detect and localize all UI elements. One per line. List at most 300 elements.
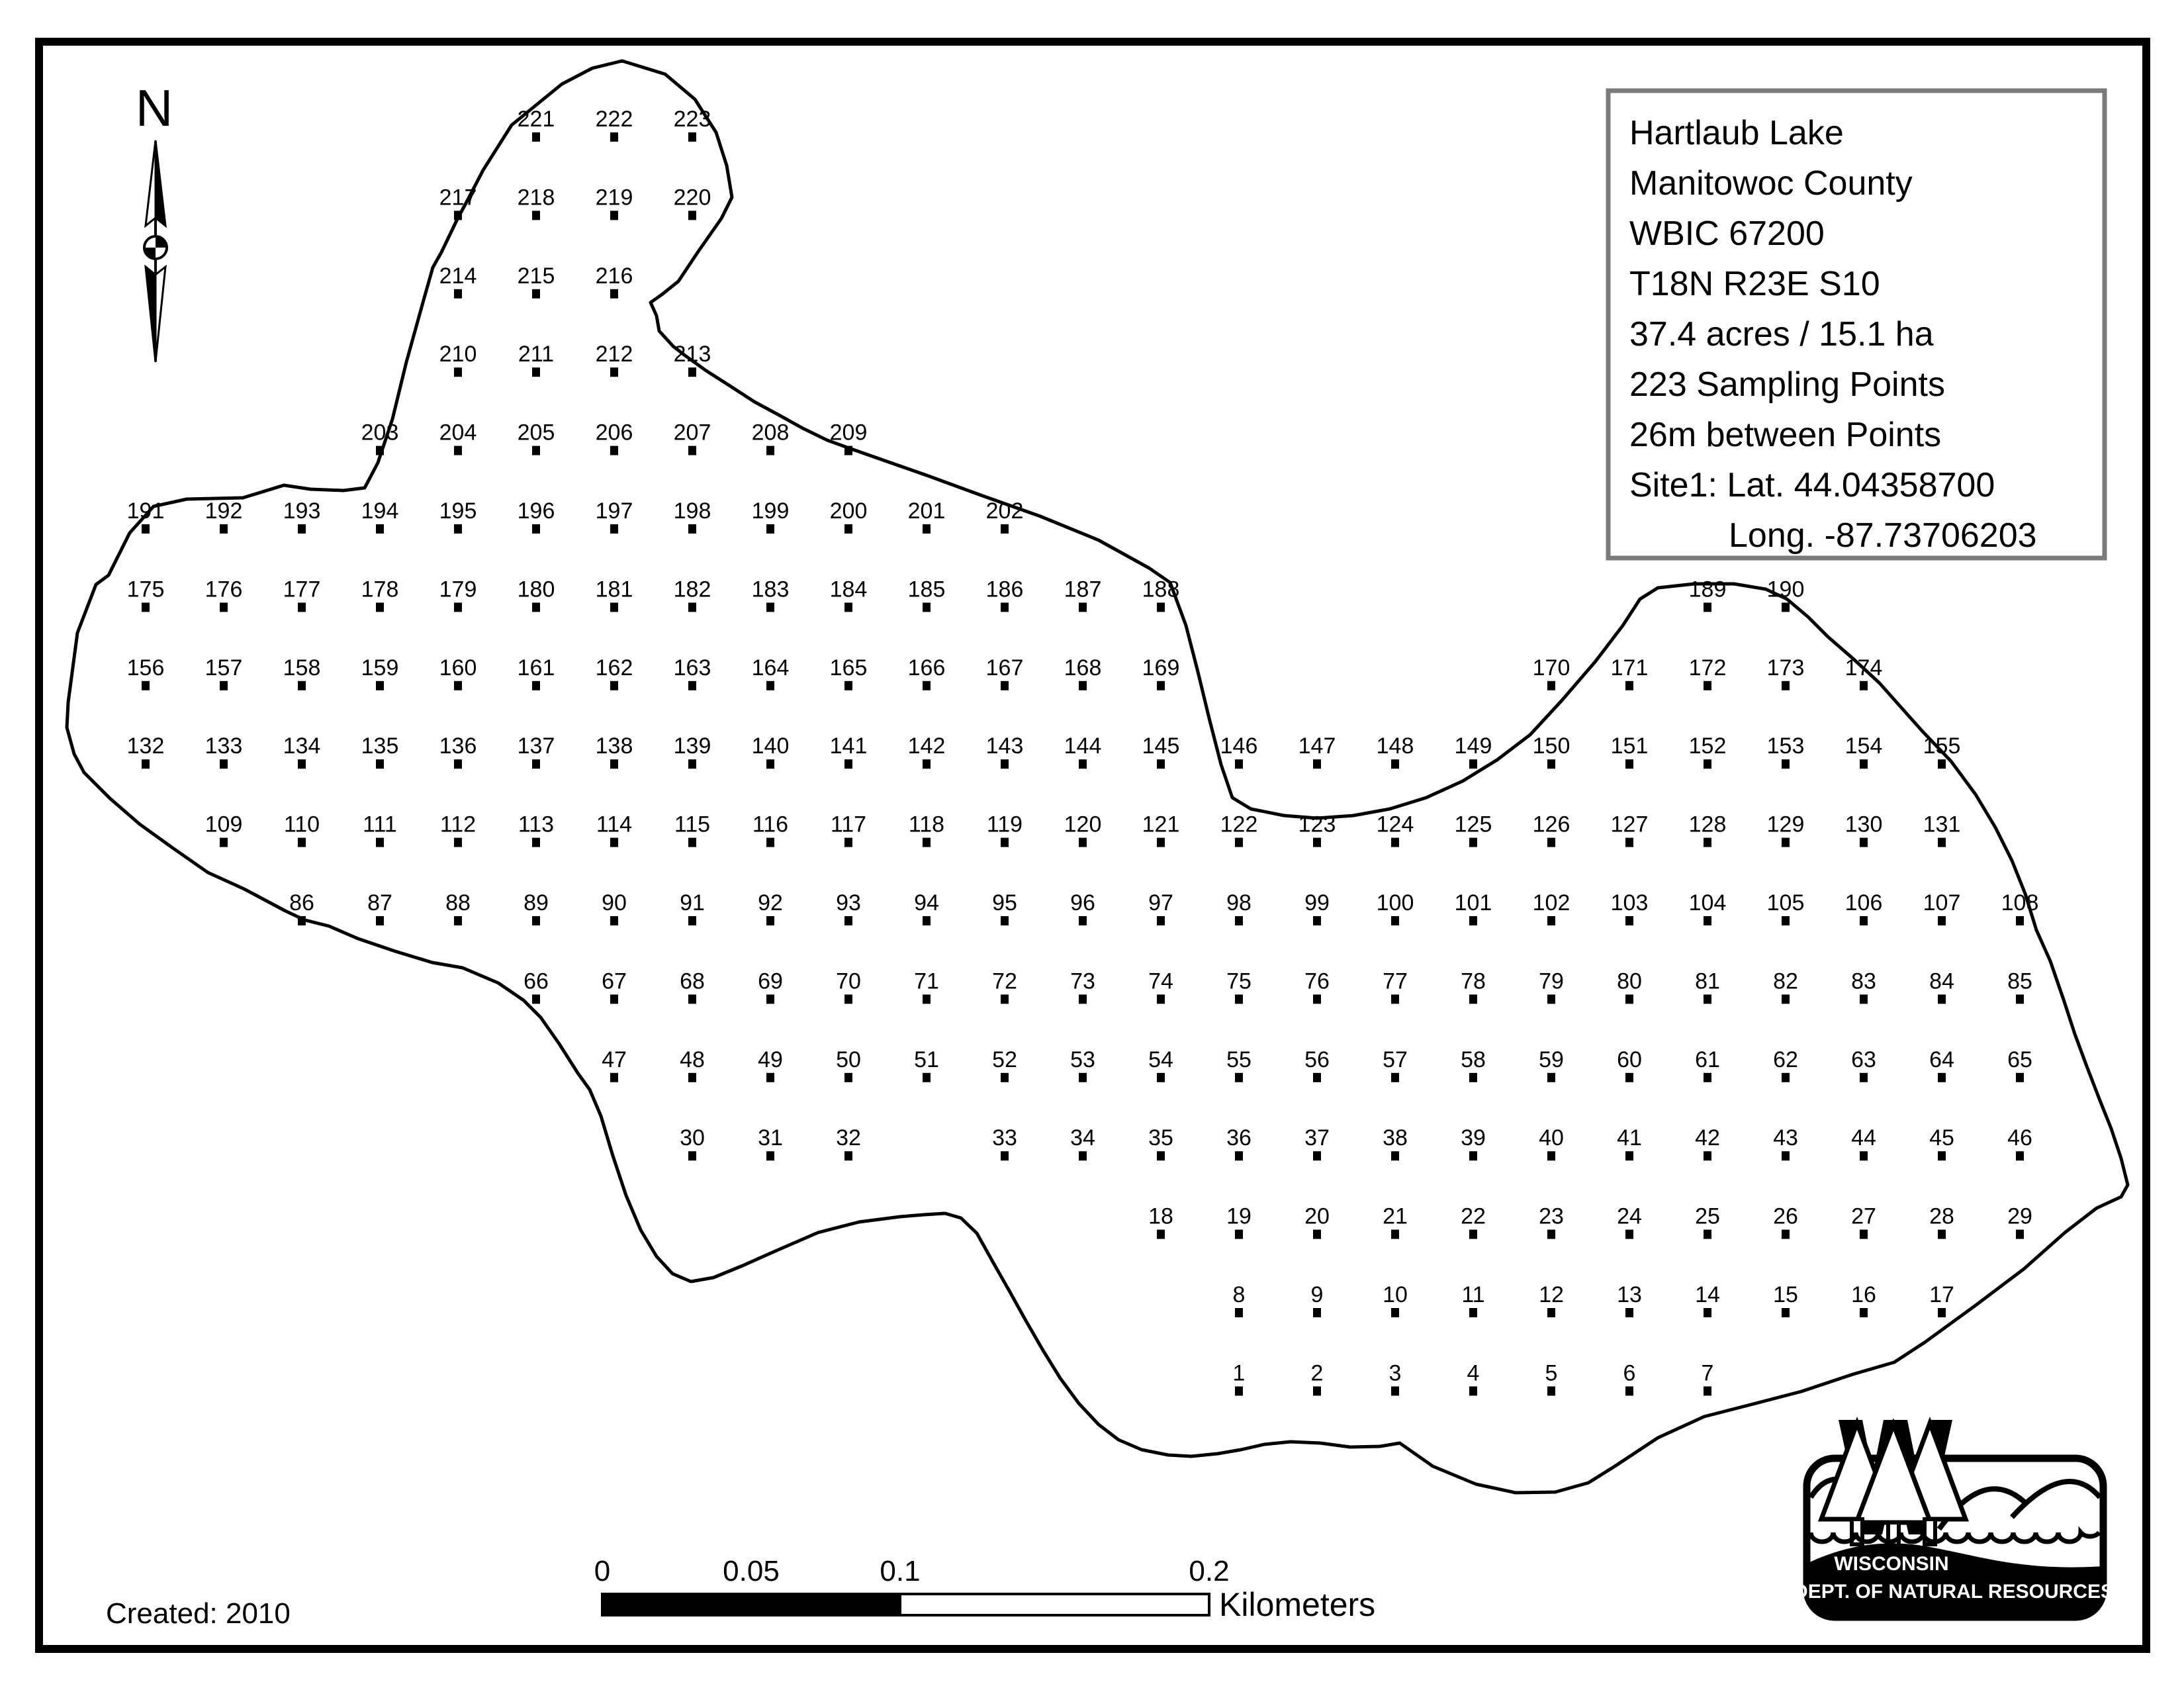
point-marker xyxy=(1079,1073,1087,1082)
point-marker xyxy=(2016,1230,2024,1239)
point-label: 182 xyxy=(673,577,711,602)
point-marker xyxy=(1704,1151,1711,1160)
point-label: 27 xyxy=(1851,1203,1876,1229)
point-label: 52 xyxy=(992,1047,1017,1072)
point-marker xyxy=(1860,838,1868,847)
point-marker xyxy=(532,289,540,299)
point-marker xyxy=(1547,1308,1555,1317)
dnr-logo xyxy=(1794,1420,2114,1617)
point-label: 211 xyxy=(518,342,555,367)
point-label: 170 xyxy=(1532,655,1570,680)
sampling-point-148 xyxy=(1377,733,1414,769)
point-label: 193 xyxy=(283,498,321,524)
point-label: 134 xyxy=(283,733,321,759)
point-label: 200 xyxy=(829,498,868,524)
point-marker xyxy=(220,759,228,769)
point-label: 26 xyxy=(1773,1203,1798,1229)
point-label: 36 xyxy=(1226,1125,1251,1151)
north-arrow-head-right xyxy=(156,140,165,226)
point-label: 75 xyxy=(1226,968,1251,994)
point-label: 139 xyxy=(673,733,711,759)
point-label: 189 xyxy=(1688,577,1727,602)
point-label: 70 xyxy=(836,968,861,994)
point-marker xyxy=(1625,1386,1633,1395)
point-label: 58 xyxy=(1461,1047,1486,1072)
point-label: 83 xyxy=(1851,968,1876,994)
point-marker xyxy=(1704,681,1711,690)
point-label: 160 xyxy=(439,655,477,680)
point-marker xyxy=(1704,1386,1711,1395)
info-line-lake-name: Hartlaub Lake xyxy=(1629,114,1844,152)
point-label: 2 xyxy=(1310,1360,1324,1386)
point-label: 148 xyxy=(1376,733,1414,759)
point-marker xyxy=(1001,681,1009,690)
point-marker xyxy=(1625,681,1633,690)
point-marker xyxy=(1391,838,1399,847)
point-marker xyxy=(688,132,696,142)
info-box xyxy=(1608,91,2105,558)
info-line-area: 37.4 acres / 15.1 ha xyxy=(1629,315,1934,353)
point-label: 112 xyxy=(439,812,477,837)
point-label: 171 xyxy=(1610,655,1649,680)
point-label: 143 xyxy=(985,733,1024,759)
point-label: 156 xyxy=(126,655,165,680)
point-marker xyxy=(1625,838,1633,847)
point-marker xyxy=(454,759,462,769)
point-label: 13 xyxy=(1617,1282,1642,1307)
point-label: 71 xyxy=(914,968,939,994)
point-label: 188 xyxy=(1142,577,1180,602)
point-marker xyxy=(454,681,462,690)
point-label: 8 xyxy=(1232,1282,1246,1307)
point-marker xyxy=(454,446,462,455)
point-label: 45 xyxy=(1929,1125,1954,1151)
point-marker xyxy=(1860,759,1868,769)
point-label: 180 xyxy=(517,577,555,602)
point-label: 60 xyxy=(1617,1047,1642,1072)
point-label: 192 xyxy=(205,498,243,524)
created-label: Created: 2010 xyxy=(106,1597,291,1630)
point-marker xyxy=(532,211,540,220)
point-label: 123 xyxy=(1298,812,1336,837)
scale-unit-label: Kilometers xyxy=(1219,1586,1376,1623)
point-marker xyxy=(1938,916,1946,925)
point-marker xyxy=(1001,524,1009,534)
point-marker xyxy=(1704,759,1711,769)
point-marker xyxy=(844,759,852,769)
point-marker xyxy=(1157,1230,1165,1239)
point-label: 10 xyxy=(1383,1282,1408,1307)
point-marker xyxy=(376,446,384,455)
point-marker xyxy=(1313,1230,1321,1239)
point-marker xyxy=(1547,838,1555,847)
point-label: 3 xyxy=(1388,1360,1402,1386)
point-label: 105 xyxy=(1766,890,1805,915)
scale-tick-0: 0 xyxy=(594,1555,611,1587)
point-marker xyxy=(1625,916,1633,925)
point-marker xyxy=(923,1073,931,1082)
point-marker xyxy=(1860,1073,1868,1082)
point-label: 163 xyxy=(673,655,711,680)
point-marker xyxy=(298,602,306,612)
point-label: 95 xyxy=(992,890,1017,915)
point-label: 84 xyxy=(1929,968,1954,994)
point-label: 181 xyxy=(595,577,633,602)
point-label: 28 xyxy=(1929,1203,1954,1229)
point-label: 118 xyxy=(908,812,945,837)
point-label: 34 xyxy=(1070,1125,1095,1151)
point-marker xyxy=(923,681,931,690)
point-marker xyxy=(1001,759,1009,769)
point-label: 207 xyxy=(673,420,711,445)
point-label: 33 xyxy=(992,1125,1017,1151)
point-label: 32 xyxy=(836,1125,861,1151)
point-label: 59 xyxy=(1539,1047,1564,1072)
point-label: 108 xyxy=(2001,890,2039,915)
point-marker xyxy=(844,602,852,612)
point-marker xyxy=(923,759,931,769)
point-marker xyxy=(1157,1151,1165,1160)
point-marker xyxy=(688,446,696,455)
point-marker xyxy=(1782,1151,1790,1160)
point-label: 23 xyxy=(1539,1203,1564,1229)
point-marker xyxy=(1782,994,1790,1004)
point-marker xyxy=(1625,994,1633,1004)
point-marker xyxy=(454,289,462,299)
point-label: 130 xyxy=(1844,812,1883,837)
point-label: 206 xyxy=(595,420,633,445)
point-marker xyxy=(688,838,696,847)
point-marker xyxy=(688,994,696,1004)
point-marker xyxy=(1625,759,1633,769)
point-label: 102 xyxy=(1532,890,1570,915)
point-label: 190 xyxy=(1766,577,1805,602)
point-marker xyxy=(1391,1386,1399,1395)
point-label: 186 xyxy=(985,577,1024,602)
scale-tick-005: 0.05 xyxy=(723,1555,780,1587)
point-marker xyxy=(1860,994,1868,1004)
point-marker xyxy=(766,446,774,455)
point-marker xyxy=(142,681,150,690)
point-marker xyxy=(1157,1073,1165,1082)
point-marker xyxy=(610,994,618,1004)
point-label: 185 xyxy=(907,577,946,602)
point-label: 199 xyxy=(751,498,790,524)
point-label: 86 xyxy=(289,890,314,915)
point-label: 85 xyxy=(2007,968,2032,994)
point-marker xyxy=(610,524,618,534)
point-marker xyxy=(298,681,306,690)
point-marker xyxy=(1547,1230,1555,1239)
point-label: 50 xyxy=(836,1047,861,1072)
point-marker xyxy=(1704,602,1711,612)
point-label: 201 xyxy=(907,498,946,524)
point-label: 197 xyxy=(595,498,633,524)
point-label: 96 xyxy=(1070,890,1095,915)
point-label: 98 xyxy=(1226,890,1251,915)
point-marker xyxy=(1938,1308,1946,1317)
point-label: 128 xyxy=(1688,812,1727,837)
info-line-county: Manitowoc County xyxy=(1629,164,1913,203)
point-label: 48 xyxy=(680,1047,705,1072)
point-label: 90 xyxy=(602,890,627,915)
point-label: 43 xyxy=(1773,1125,1798,1151)
point-label: 106 xyxy=(1844,890,1883,915)
north-arrow-tail-left xyxy=(146,267,156,362)
point-marker xyxy=(1235,759,1243,769)
point-label: 203 xyxy=(361,420,399,445)
info-line-point-count: 223 Sampling Points xyxy=(1629,365,1945,404)
point-marker xyxy=(532,838,540,847)
point-label: 178 xyxy=(361,577,399,602)
point-marker xyxy=(1547,1151,1555,1160)
point-marker xyxy=(1079,838,1087,847)
point-label: 222 xyxy=(595,107,633,132)
point-marker xyxy=(532,681,540,690)
info-line-spacing: 26m between Points xyxy=(1629,416,1942,454)
point-marker xyxy=(376,838,384,847)
point-marker xyxy=(610,838,618,847)
point-marker xyxy=(1625,1073,1633,1082)
point-marker xyxy=(844,994,852,1004)
point-label: 38 xyxy=(1383,1125,1408,1151)
point-label: 109 xyxy=(205,812,243,837)
point-marker xyxy=(610,289,618,299)
point-label: 61 xyxy=(1695,1047,1720,1072)
point-label: 46 xyxy=(2007,1125,2032,1151)
point-marker xyxy=(1001,1151,1009,1160)
point-marker xyxy=(1860,1308,1868,1317)
point-label: 184 xyxy=(829,577,868,602)
point-marker xyxy=(1782,1308,1790,1317)
point-label: 41 xyxy=(1617,1125,1642,1151)
point-label: 74 xyxy=(1148,968,1173,994)
point-label: 29 xyxy=(2007,1203,2032,1229)
point-label: 11 xyxy=(1461,1282,1485,1307)
scale-tick-02: 0.2 xyxy=(1189,1555,1230,1587)
point-label: 62 xyxy=(1773,1047,1798,1072)
point-label: 4 xyxy=(1467,1360,1480,1386)
point-marker xyxy=(2016,1073,2024,1082)
point-label: 40 xyxy=(1539,1125,1564,1151)
point-marker xyxy=(454,602,462,612)
point-marker xyxy=(454,367,462,377)
point-marker xyxy=(1157,994,1165,1004)
point-label: 175 xyxy=(126,577,165,602)
point-marker xyxy=(1001,602,1009,612)
point-marker xyxy=(766,994,774,1004)
point-label: 158 xyxy=(283,655,321,680)
point-label: 115 xyxy=(674,812,711,837)
point-label: 54 xyxy=(1148,1047,1173,1072)
point-marker xyxy=(1313,916,1321,925)
point-marker xyxy=(1391,994,1399,1004)
point-marker xyxy=(1547,916,1555,925)
point-marker xyxy=(1782,916,1790,925)
point-marker xyxy=(688,681,696,690)
point-marker xyxy=(766,1151,774,1160)
point-label: 104 xyxy=(1688,890,1727,915)
point-marker xyxy=(1313,1386,1321,1395)
info-line-township: T18N R23E S10 xyxy=(1629,265,1880,303)
info-line-site1-long: Long. -87.73706203 xyxy=(1729,516,2037,555)
point-marker xyxy=(688,759,696,769)
point-marker xyxy=(1313,759,1321,769)
point-label: 12 xyxy=(1539,1282,1564,1307)
point-label: 73 xyxy=(1070,968,1095,994)
point-marker xyxy=(1782,602,1790,612)
point-marker xyxy=(610,211,618,220)
point-label: 159 xyxy=(361,655,399,680)
point-label: 137 xyxy=(517,733,555,759)
point-label: 157 xyxy=(205,655,243,680)
point-label: 195 xyxy=(439,498,477,524)
point-label: 183 xyxy=(751,577,790,602)
north-arrow-head-left xyxy=(146,140,156,226)
point-label: 216 xyxy=(595,263,633,289)
point-label: 31 xyxy=(758,1125,783,1151)
point-label: 204 xyxy=(439,420,477,445)
point-marker xyxy=(1938,1151,1946,1160)
sampling-point-147 xyxy=(1298,733,1336,769)
point-label: 77 xyxy=(1383,968,1408,994)
point-marker xyxy=(610,916,618,925)
point-marker xyxy=(2016,994,2024,1004)
point-label: 154 xyxy=(1844,733,1883,759)
point-label: 22 xyxy=(1461,1203,1486,1229)
point-label: 198 xyxy=(673,498,711,524)
point-label: 215 xyxy=(517,263,555,289)
point-marker xyxy=(454,916,462,925)
point-label: 196 xyxy=(517,498,555,524)
dnr-logo-text-dept: DEPT. OF NATURAL RESOURCES xyxy=(1794,1581,2114,1603)
point-marker xyxy=(1704,1308,1711,1317)
point-marker xyxy=(1782,759,1790,769)
north-label: N xyxy=(135,79,173,137)
point-marker xyxy=(1704,1073,1711,1082)
point-label: 97 xyxy=(1148,890,1173,915)
point-label: 167 xyxy=(985,655,1024,680)
point-marker xyxy=(1079,602,1087,612)
point-marker xyxy=(1704,994,1711,1004)
point-marker xyxy=(1625,1308,1633,1317)
point-label: 161 xyxy=(517,655,555,680)
point-label: 82 xyxy=(1773,968,1798,994)
point-marker xyxy=(1079,1151,1087,1160)
point-label: 103 xyxy=(1610,890,1649,915)
point-label: 117 xyxy=(830,812,867,837)
point-label: 67 xyxy=(602,968,627,994)
point-marker xyxy=(923,602,931,612)
point-marker xyxy=(610,759,618,769)
point-marker xyxy=(376,916,384,925)
point-label: 19 xyxy=(1226,1203,1251,1229)
point-label: 152 xyxy=(1688,733,1727,759)
point-label: 51 xyxy=(914,1047,939,1072)
point-label: 6 xyxy=(1623,1360,1636,1386)
info-line-wbic: WBIC 67200 xyxy=(1629,214,1825,253)
point-label: 121 xyxy=(1142,812,1180,837)
point-label: 153 xyxy=(1766,733,1805,759)
point-label: 72 xyxy=(992,968,1017,994)
point-label: 122 xyxy=(1220,812,1258,837)
point-label: 69 xyxy=(758,968,783,994)
point-label: 114 xyxy=(596,812,633,837)
point-label: 147 xyxy=(1298,733,1336,759)
point-marker xyxy=(766,1073,774,1082)
point-label: 107 xyxy=(1923,890,1961,915)
point-marker xyxy=(1235,1308,1243,1317)
point-label: 89 xyxy=(523,890,549,915)
point-label: 1 xyxy=(1232,1360,1246,1386)
point-marker xyxy=(532,759,540,769)
point-marker xyxy=(1079,994,1087,1004)
point-marker xyxy=(610,681,618,690)
point-label: 87 xyxy=(367,890,392,915)
point-marker xyxy=(1079,916,1087,925)
point-label: 120 xyxy=(1064,812,1102,837)
north-arrow-circle-sw-quadrant xyxy=(144,248,156,259)
sampling-point-146 xyxy=(1220,733,1258,769)
point-label: 30 xyxy=(680,1125,705,1151)
point-marker xyxy=(532,132,540,142)
point-marker xyxy=(142,602,150,612)
point-label: 15 xyxy=(1773,1282,1798,1307)
point-marker xyxy=(1938,994,1946,1004)
point-label: 173 xyxy=(1766,655,1805,680)
point-marker xyxy=(376,681,384,690)
point-label: 21 xyxy=(1383,1203,1408,1229)
point-label: 174 xyxy=(1844,655,1883,680)
point-marker xyxy=(142,759,150,769)
point-label: 64 xyxy=(1929,1047,1954,1072)
point-marker xyxy=(1860,1230,1868,1239)
point-marker xyxy=(1235,838,1243,847)
point-marker xyxy=(1860,681,1868,690)
point-marker xyxy=(1235,994,1243,1004)
point-label: 57 xyxy=(1383,1047,1408,1072)
point-marker xyxy=(1157,602,1165,612)
point-marker xyxy=(688,1073,696,1082)
point-marker xyxy=(1625,1151,1633,1160)
point-label: 66 xyxy=(523,968,549,994)
point-label: 53 xyxy=(1070,1047,1095,1072)
scale-bar-black-segment xyxy=(602,1594,900,1615)
point-marker xyxy=(1391,1073,1399,1082)
point-marker xyxy=(688,367,696,377)
point-label: 55 xyxy=(1226,1047,1251,1072)
point-marker xyxy=(220,681,228,690)
point-marker xyxy=(532,916,540,925)
point-label: 49 xyxy=(758,1047,783,1072)
sampling-point-170 xyxy=(1533,655,1570,690)
point-marker xyxy=(844,681,852,690)
point-marker xyxy=(2016,916,2024,925)
point-marker xyxy=(1469,916,1477,925)
point-label: 63 xyxy=(1851,1047,1876,1072)
point-marker xyxy=(1235,1230,1243,1239)
point-marker xyxy=(1235,916,1243,925)
point-marker xyxy=(1860,916,1868,925)
point-label: 145 xyxy=(1142,733,1180,759)
point-marker xyxy=(1313,1073,1321,1082)
point-marker xyxy=(1001,916,1009,925)
point-label: 78 xyxy=(1461,968,1486,994)
point-label: 209 xyxy=(829,420,868,445)
point-label: 191 xyxy=(126,498,165,524)
point-marker xyxy=(1469,1073,1477,1082)
point-label: 218 xyxy=(517,185,555,211)
